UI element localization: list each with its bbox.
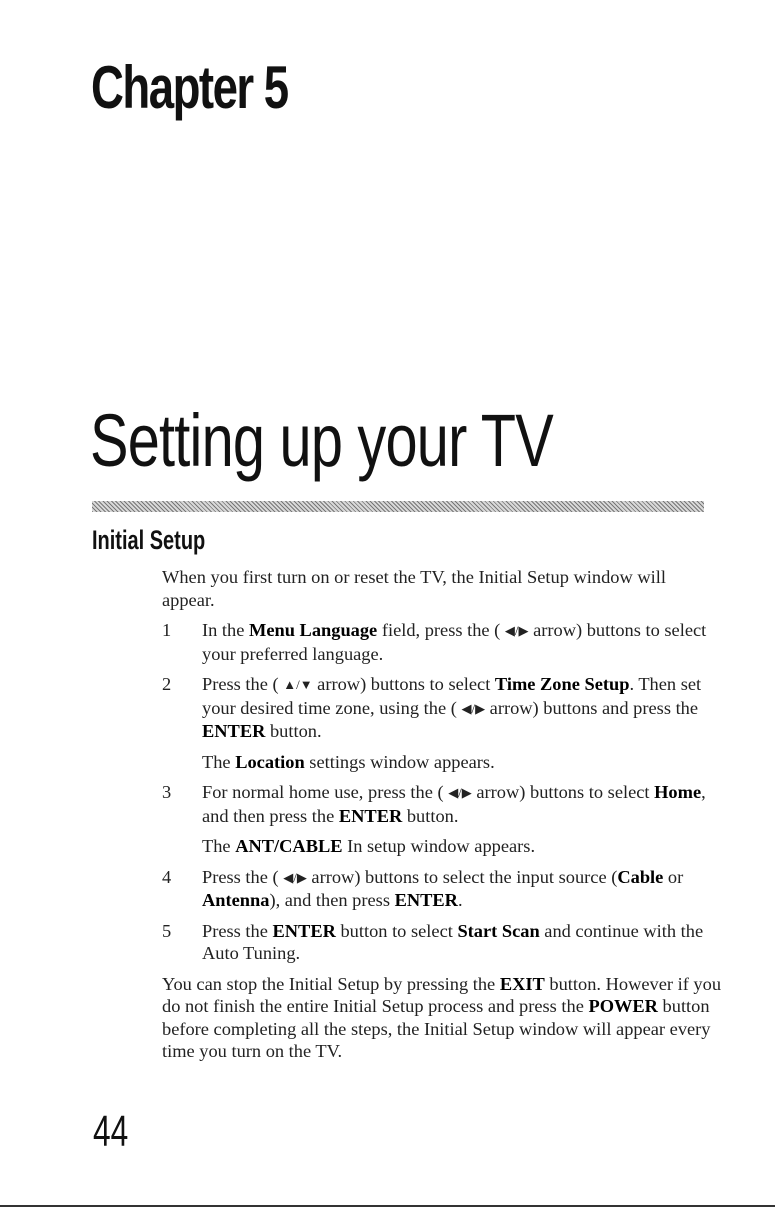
- chapter-label: Chapter 5: [91, 54, 288, 121]
- page-title: Setting up your TV: [90, 399, 553, 482]
- step-2-result: The Location settings window appears.: [202, 751, 495, 772]
- left-right-arrow-icon: ◀/▶: [504, 623, 529, 638]
- body-text: [162, 566, 722, 1063]
- left-right-arrow-icon: ◀/▶: [448, 785, 472, 800]
- section-divider: [92, 501, 704, 512]
- step-2: 2 Press the ( ▲/▼ arrow) buttons to select Time Zone Setup. Then set your desired time zone, using the ( ◀/▶ arrow) buttons and press the ENTER button.: [162, 674, 702, 741]
- step-4: 4 Press the ( ◀/▶ arrow) buttons to select the input source (Cable or Antenna), and then press ENTER.: [162, 866, 684, 910]
- step-1: 1 In the Menu Language field, press the ( ◀/▶ arrow) buttons to select your preferred language.: [162, 620, 707, 664]
- left-right-arrow-icon: ◀/▶: [461, 700, 486, 716]
- up-down-arrow-icon: ▲/▼: [283, 677, 313, 692]
- page-number: 44: [93, 1107, 129, 1156]
- left-right-arrow-icon: ◀/▶: [283, 869, 307, 885]
- step-3-result: The ANT/CABLE In setup window appears.: [202, 836, 536, 856]
- step-3: 3 For normal home use, press the ( ◀/▶ arrow) buttons to select Home, and then press the ENTER button.: [162, 782, 706, 826]
- intro-paragraph: When you first turn on or reset the TV, the Initial Setup window will appear.: [162, 567, 666, 610]
- section-heading: Initial Setup: [92, 525, 206, 555]
- closing-paragraph: You can stop the Initial Setup by pressing the EXIT button. However if you do not finish the entire Initial Setup process and press the POWER button before completing all the steps, the Initial Setup window will appear every time you turn on the TV.: [162, 973, 722, 1061]
- step-5: 5 Press the ENTER button to select Start Scan and continue with the Auto Tuning.: [162, 920, 704, 963]
